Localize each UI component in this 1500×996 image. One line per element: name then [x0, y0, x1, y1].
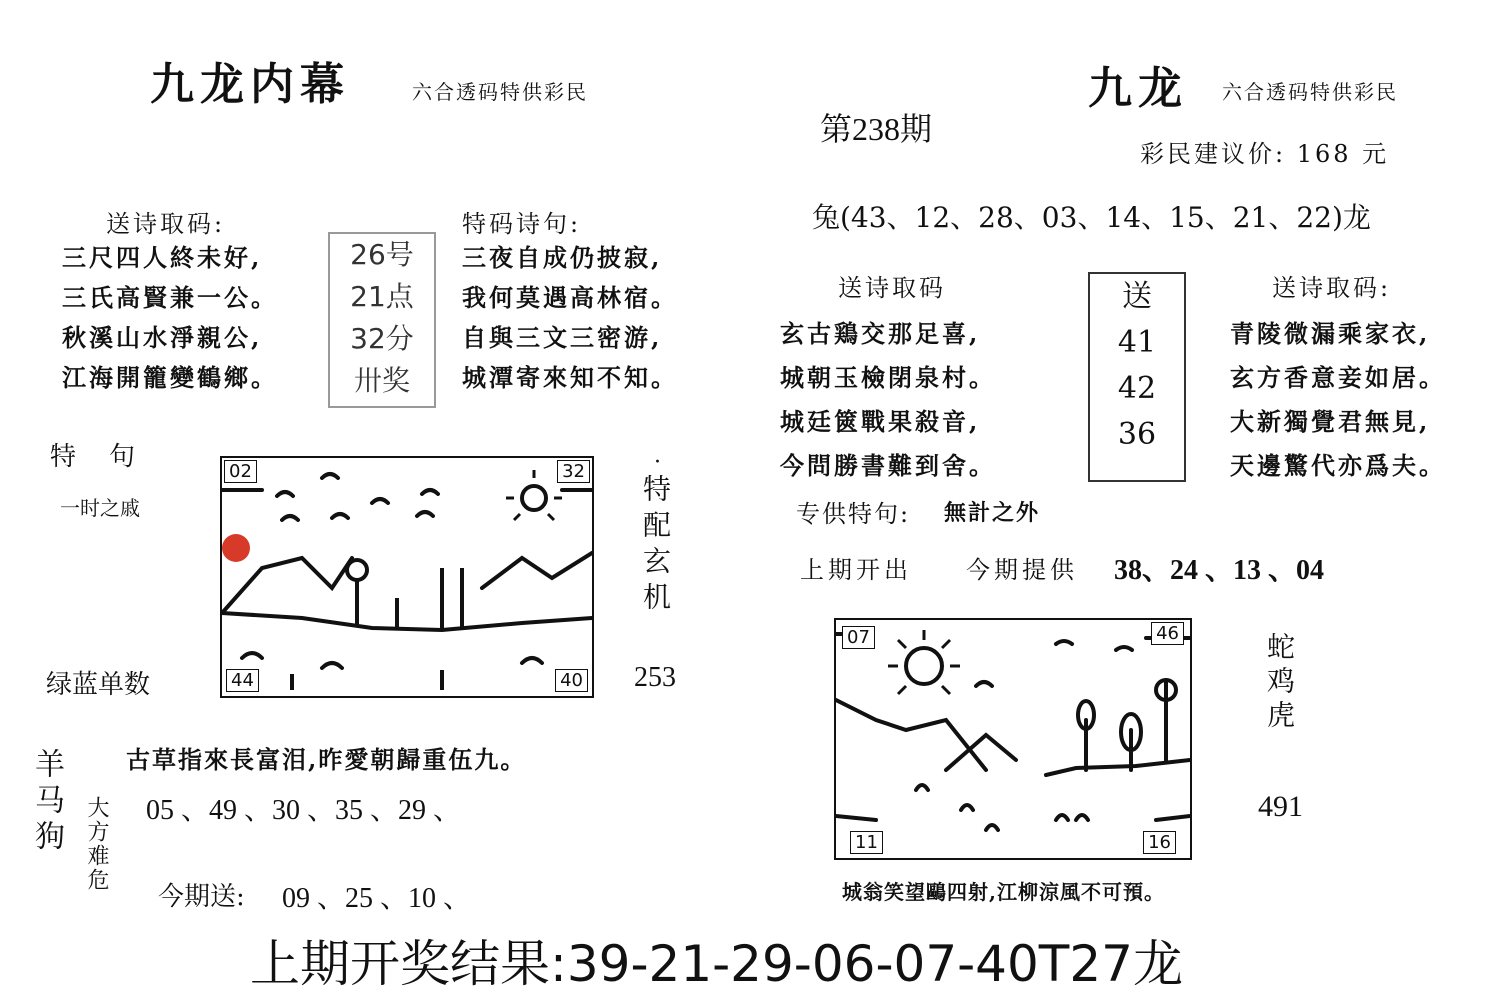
mid-item: 送 — [1122, 279, 1152, 314]
tema-header: 特码诗句: — [462, 210, 582, 238]
left-number-253: 253 — [634, 662, 676, 693]
left-poem — [62, 238, 278, 398]
poem-line: 秋溪山水淨親公, — [62, 323, 263, 352]
poem-line: 天邊驚代亦爲夫。 — [1230, 451, 1446, 480]
poem-line: 三夜自成仍披寂, — [462, 243, 663, 272]
poem-line: 大新獨覺君無見, — [1230, 407, 1431, 436]
poem-line: 我何莫遇高林宿。 — [462, 283, 678, 312]
corner-number-tl: 07 — [842, 626, 875, 649]
right-poem-right — [1230, 312, 1446, 488]
mid-item: 42 — [1117, 371, 1157, 406]
jinqi-label: 今期送: — [158, 882, 245, 912]
teju-text: 一时之戚 — [60, 496, 140, 520]
corner-number-tl: 02 — [224, 460, 257, 483]
poem-line: 玄方香意妾如居。 — [1230, 363, 1446, 392]
left-subtitle: 六合透码特供彩民 — [412, 80, 588, 104]
mid-item: 26号 — [350, 238, 414, 271]
right-subtitle: 六合透码特供彩民 — [1222, 80, 1398, 104]
zhuangong-label: 专供特句: — [796, 500, 911, 528]
jinqi-provide-numbers: 38、24 、13 、04 — [1114, 555, 1325, 586]
corner-number-br: 16 — [1143, 831, 1176, 854]
dafang-text: 大方难危 — [84, 796, 109, 892]
right-poem-header-right: 送诗取码: — [1272, 274, 1392, 302]
mid-item: 32分 — [350, 322, 414, 355]
couplet: 古草指來長富泪,昨愛朝歸重伍九。 — [126, 745, 527, 774]
last-draw-result: 上期开奖结果:39-21-29-06-07-40T27龙 — [250, 935, 1183, 993]
corner-number-tr: 32 — [557, 460, 590, 483]
left-animals: 羊马狗 — [29, 748, 64, 856]
jinqi-numbers: 09 、25 、10 、 — [282, 883, 472, 914]
price-label: 彩民建议价: 168 元 — [1140, 140, 1390, 168]
mid-item: 卅奖 — [353, 364, 410, 397]
poem-line: 城廷篋戰果殺音, — [780, 407, 981, 436]
left-title: 九龙内幕 — [150, 59, 350, 110]
teju-label: 特 句 — [50, 442, 136, 472]
corner-number-bl: 11 — [850, 831, 883, 854]
left-poem-header: 送诗取码: — [106, 210, 226, 238]
tepei-dot: · — [654, 450, 661, 475]
shangqi-label: 上期开出 — [800, 556, 912, 584]
poem-line: 城朝玉檢閉泉村。 — [780, 363, 996, 392]
mid-item: 36 — [1117, 417, 1157, 452]
issue-number: 第238期 — [820, 111, 933, 147]
zhuangong-text: 無計之外 — [944, 500, 1041, 526]
mid-item: 41 — [1117, 325, 1157, 360]
poem-line: 江海開籠變鶴鄉。 — [62, 363, 278, 392]
right-caption: 城翁笑望鷗四射,江柳涼風不可預。 — [842, 880, 1165, 904]
poem-line: 青陵微漏乘家衣, — [1230, 319, 1431, 348]
poem-line: 三尺四人終未好, — [62, 243, 263, 272]
landscape-drawing — [222, 458, 592, 696]
right-mid-box — [1088, 272, 1186, 482]
jinqi-provide-label: 今期提供 — [966, 556, 1078, 584]
poem-line: 三氏高賢兼一公。 — [62, 283, 278, 312]
right-drawing-panel — [834, 618, 1192, 860]
poem-line: 城潭寄來知不知。 — [462, 363, 678, 392]
lvlan-label: 绿蓝单数 — [46, 670, 151, 700]
poem-line: 玄古鶏交那足喜, — [780, 319, 981, 348]
tema-poem — [462, 238, 678, 398]
right-title: 九龙 — [1088, 63, 1188, 114]
right-number-491: 491 — [1258, 790, 1303, 823]
corner-number-br: 40 — [555, 669, 588, 692]
poem-line: 今問勝書難到舍。 — [780, 451, 996, 480]
right-animals: 蛇鸡虎 — [1263, 632, 1296, 734]
right-poem-left — [780, 312, 996, 488]
landscape-drawing — [836, 620, 1190, 858]
rabbit-dragon-line: 兔(43、12、28、03、14、15、21、22)龙 — [812, 201, 1371, 234]
corner-number-tr: 46 — [1151, 622, 1184, 645]
corner-number-bl: 44 — [226, 669, 259, 692]
left-number-list: 05 、49 、30 、35 、29 、 — [146, 795, 462, 826]
mid-item: 21点 — [350, 280, 414, 313]
right-poem-header-left: 送诗取码 — [838, 274, 946, 302]
left-drawing-panel — [220, 456, 594, 698]
tepei-text: 特配玄机 — [639, 474, 672, 618]
poem-line: 自與三文三密游, — [462, 323, 663, 352]
left-mid-box — [328, 232, 436, 408]
